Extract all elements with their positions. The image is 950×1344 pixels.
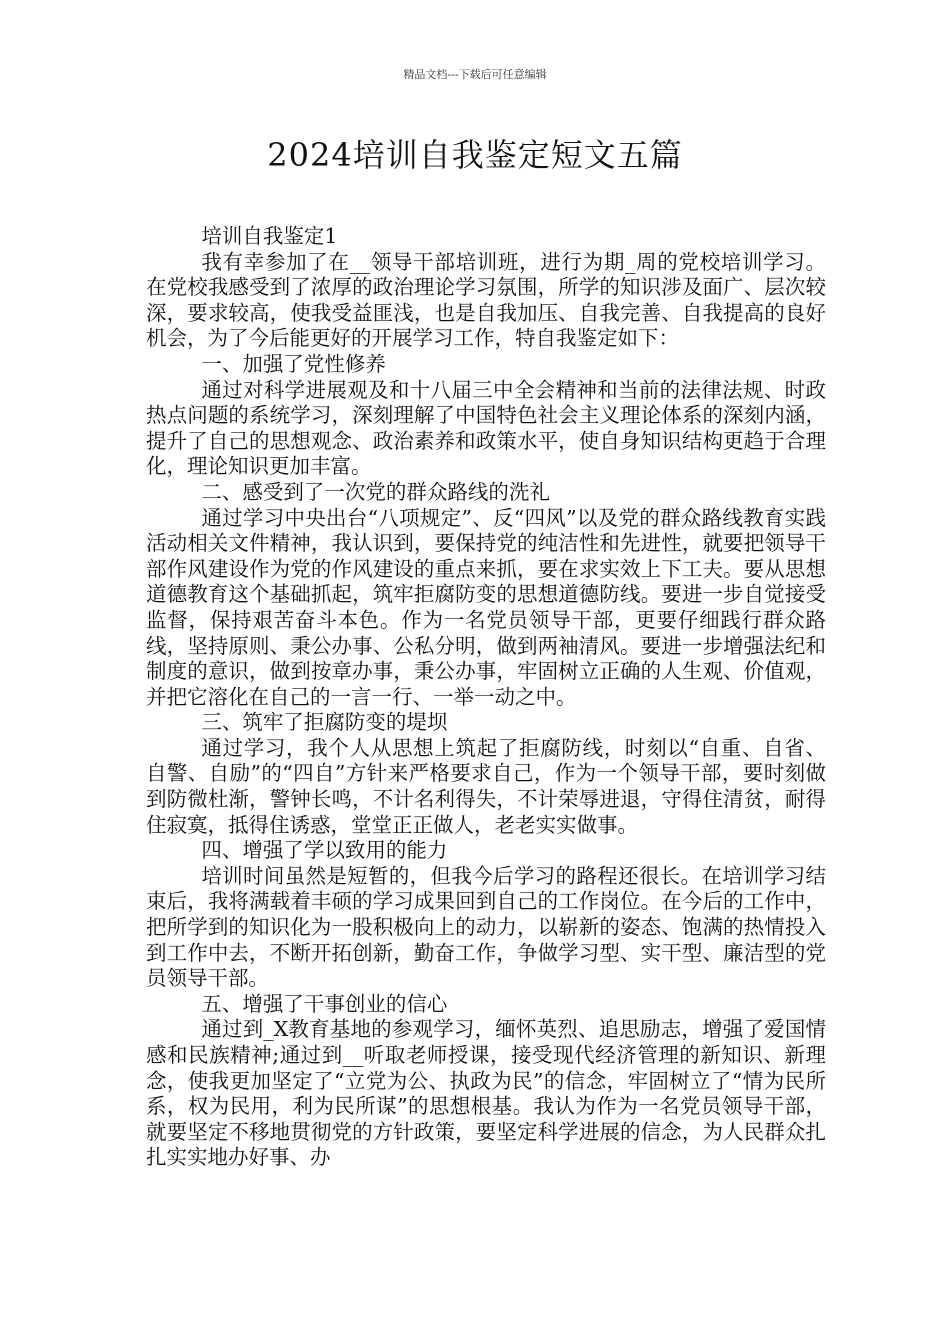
section-heading: 培训自我鉴定1 <box>201 224 338 248</box>
section-heading: 三、筑牢了拒腐防变的堤坝 <box>201 710 448 735</box>
paragraph: 我有幸参加了在__领导干部培训班，进行为期_周的党校培训学习。在党校我感受到了浓厚的政治理论学习氛围，所学的知识涉及面广、层次较深，要求较高，使我受益匪浅，也是自我加压、自我完善、自我提高的良好机会，为了今后能更好的开展学习工作，特自我鉴定如下： <box>146 249 826 351</box>
document-title: 2024培训自我鉴定短文五篇 <box>267 136 683 174</box>
paragraph: 通过对科学进展观及和十八届三中全会精神和当前的法律法规、时政热点问题的系统学习，深刻理解了中国特色社会主义理论体系的深刻内涵，提升了自己的思想观念、政治素养和政策水平，使自身知识结构更趋于合理化，理论知识更加丰富。 <box>146 377 826 479</box>
paragraph: 培训时间虽然是短暂的，但我今后学习的路程还很长。在培训学习结束后，我将满载着丰硕的学习成果回到自己的工作岗位。在今后的工作中，把所学到的知识化为一股积极向上的动力，以崭新的姿态、饱满的热情投入到工作中去，不断开拓创新，勤奋工作，争做学习型、实干型、廉洁型的党员领导干部。 <box>146 863 826 991</box>
paragraph: 通过学习，我个人从思想上筑起了拒腐防线，时刻以“自重、自省、自警、自励”的“四自”方针来严格要求自己，作为一个领导干部，要时刻做到防微杜渐，警钟长鸣，不计名利得失，不计荣辱进退，守得住清贫，耐得住寂寞，抵得住诱惑，堂堂正正做人，老老实实做事。 <box>146 735 826 837</box>
paragraph: 通过到_X教育基地的参观学习，缅怀英烈、追思励志，增强了爱国情感和民族精神;通过到__听取老师授课，接受现代经济管理的新知识、新理念，使我更加坚定了“立党为公、执政为民”的信念，牢固树立了“情为民所系，权为民用，利为民所谋”的思想根基。我认为作为一名党员领导干部，就要坚定不移地贯彻党的方针政策，要坚定科学进展的信念，为人民群众扎扎实实地办好事、办 <box>146 1017 826 1170</box>
section-heading: 四、增强了学以致用的能力 <box>201 838 448 863</box>
section-heading: 二、感受到了一次党的群众路线的洗礼 <box>201 479 550 504</box>
header-note: 精品文档---下载后可任意编辑 <box>403 68 547 81</box>
section-heading: 五、增强了干事创业的信心 <box>201 991 448 1016</box>
paragraph: 通过学习中央出台“八项规定”、反“四风”以及党的群众路线教育实践活动相关文件精神，我认识到，要保持党的纯洁性和先进性，就要把领导干部作风建设作为党的作风建设的重点来抓，要在求实效上下工夫。要从思想道德教育这个基础抓起，筑牢拒腐防变的思想道德防线。要进一步自觉接受监督，保持艰苦奋斗本色。作为一名党员领导干部，更要仔细践行群众路线，坚持原则、秉公办事、公私分明，做到两袖清风。要进一步增强法纪和制度的意识，做到按章办事，秉公办事，牢固树立正确的人生观、价值观，并把它溶化在自己的一言一行、一举一动之中。 <box>146 505 826 709</box>
document-body <box>146 224 826 1171</box>
section-heading: 一、加强了党性修养 <box>201 351 386 376</box>
